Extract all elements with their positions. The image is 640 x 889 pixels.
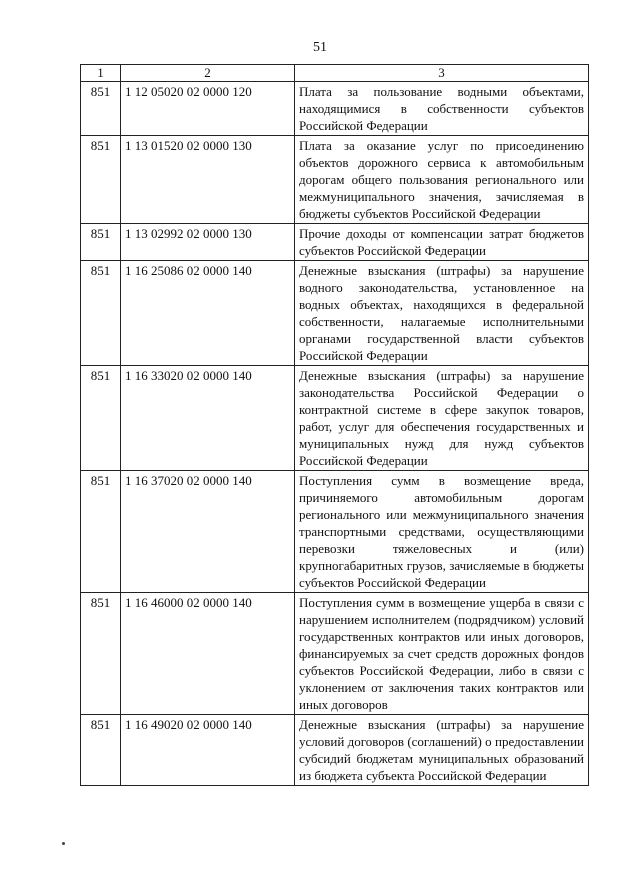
column-header-3: 3 <box>295 65 589 82</box>
page-number: 51 <box>313 40 327 55</box>
scan-dot-mark <box>62 842 65 845</box>
revenue-code-cell: 1 16 37020 02 0000 140 <box>121 471 295 593</box>
revenue-code-cell: 1 13 01520 02 0000 130 <box>121 136 295 224</box>
column-header-2: 2 <box>121 65 295 82</box>
admin-code-cell: 851 <box>81 471 121 593</box>
description-cell: Денежные взыскания (штрафы) за нарушение водного законодательства, установленное на водных объектах, находящихся в федеральной собственности, налагаемые исполнительными органами государственной власти субъектов Российской Федерации <box>295 261 589 366</box>
revenue-code-cell: 1 16 25086 02 0000 140 <box>121 261 295 366</box>
description-cell: Плата за пользование водными объектами, находящимися в собственности субъектов Российской Федерации <box>295 82 589 136</box>
table-row <box>81 366 589 471</box>
table-row <box>81 593 589 715</box>
admin-code-cell: 851 <box>81 593 121 715</box>
table-row <box>81 136 589 224</box>
description-cell: Денежные взыскания (штрафы) за нарушение условий договоров (соглашений) о предоставлении субсидий бюджетам муниципальных образований из бюджета субъекта Российской Федерации <box>295 715 589 786</box>
description-cell: Прочие доходы от компенсации затрат бюджетов субъектов Российской Федерации <box>295 224 589 261</box>
column-header-1: 1 <box>81 65 121 82</box>
table-row <box>81 261 589 366</box>
admin-code-cell: 851 <box>81 366 121 471</box>
admin-code-cell: 851 <box>81 224 121 261</box>
table-row <box>81 224 589 261</box>
admin-code-cell: 851 <box>81 261 121 366</box>
revenue-code-cell: 1 16 33020 02 0000 140 <box>121 366 295 471</box>
description-cell: Поступления сумм в возмещение вреда, причиняемого автомобильным дорогам регионального или межмуниципального значения транспортными средствами, осуществляющими перевозки тяжеловесных и (или) крупногабаритных грузов, зачисляемые в бюджеты субъектов Российской Федерации <box>295 471 589 593</box>
revenue-code-cell: 1 16 49020 02 0000 140 <box>121 715 295 786</box>
revenue-code-cell: 1 12 05020 02 0000 120 <box>121 82 295 136</box>
admin-code-cell: 851 <box>81 82 121 136</box>
revenue-codes-table <box>80 64 589 786</box>
table-row <box>81 82 589 136</box>
description-cell: Денежные взыскания (штрафы) за нарушение законодательства Российской Федерации о контрактной системе в сфере закупок товаров, работ, услуг для обеспечения государственных и муниципальных нужд для нужд субъектов Российской Федерации <box>295 366 589 471</box>
column-number-row <box>81 65 589 82</box>
description-cell: Плата за оказание услуг по присоединению объектов дорожного сервиса к автомобильным дорогам общего пользования регионального или межмуниципального значения, зачисляемая в бюджеты субъектов Российской Федерации <box>295 136 589 224</box>
revenue-code-cell: 1 13 02992 02 0000 130 <box>121 224 295 261</box>
admin-code-cell: 851 <box>81 715 121 786</box>
table-row <box>81 715 589 786</box>
admin-code-cell: 851 <box>81 136 121 224</box>
table-row <box>81 471 589 593</box>
table-body <box>81 82 589 786</box>
revenue-code-cell: 1 16 46000 02 0000 140 <box>121 593 295 715</box>
description-cell: Поступления сумм в возмещение ущерба в связи с нарушением исполнителем (подрядчиком) условий государственных контрактов или иных договоров, финансируемых за счет средств дорожных фондов субъектов Российской Федерации, либо в связи с уклонением от заключения таких контрактов или иных договоров <box>295 593 589 715</box>
